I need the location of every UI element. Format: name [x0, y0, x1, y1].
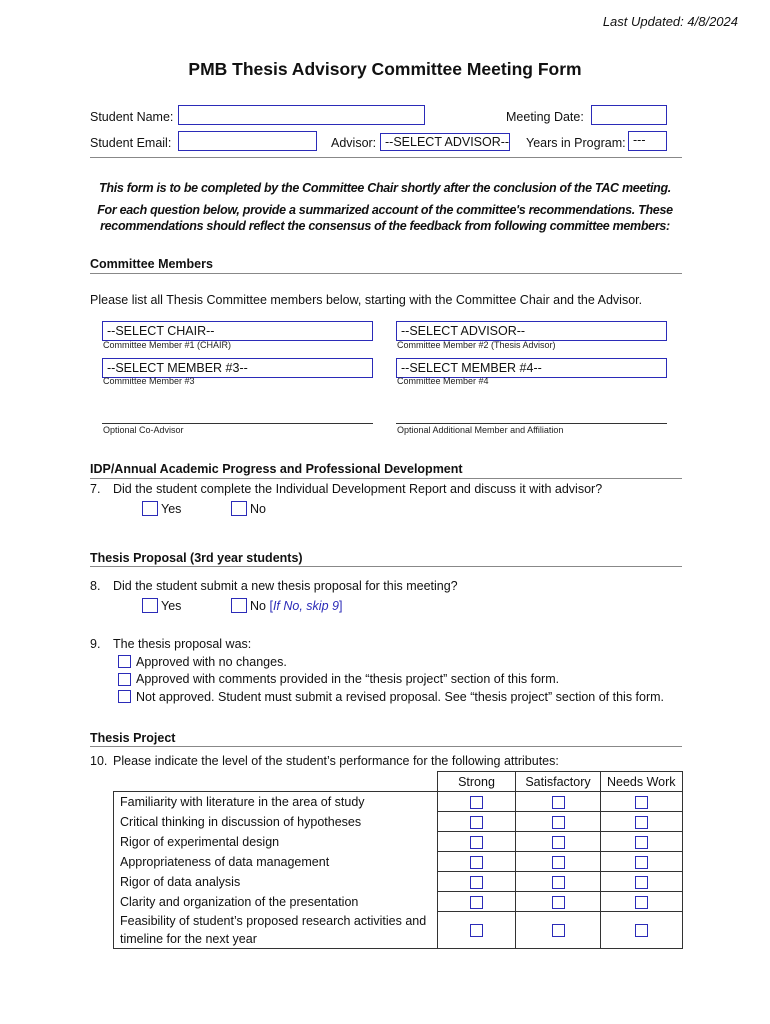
rating-cell: [601, 832, 683, 852]
q7-no-label: No: [250, 502, 266, 516]
needs-work-checkbox[interactable]: [635, 896, 648, 909]
table-row: [114, 792, 683, 812]
member-2-caption: Committee Member #2 (Thesis Advisor): [397, 340, 556, 350]
attribute-label: Clarity and organization of the presentation: [114, 892, 438, 912]
committee-intro: Please list all Thesis Committee members below, starting with the Committee Chair and the Advisor.: [90, 293, 643, 307]
needs-work-checkbox[interactable]: [635, 856, 648, 869]
attribute-label: Critical thinking in discussion of hypotheses: [114, 812, 438, 832]
member-1-caption: Committee Member #1 (CHAIR): [103, 340, 232, 350]
strong-checkbox[interactable]: [470, 816, 483, 829]
additional-member-line[interactable]: [396, 423, 667, 424]
instructions-line-2: For each question below, provide a summarized account of the committee's recommendations. These recommendations should reflect the consensus of the feedback from following committee members:: [97, 203, 673, 233]
rating-cell: [438, 852, 516, 872]
student-name-input[interactable]: [178, 105, 425, 125]
needs-work-checkbox[interactable]: [635, 836, 648, 849]
q9-option-2-checkbox[interactable]: [118, 673, 131, 686]
member-4-select[interactable]: --SELECT MEMBER #4--: [396, 358, 667, 378]
q8-text: Did the student submit a new thesis proposal for this meeting?: [113, 579, 458, 593]
strong-checkbox[interactable]: [470, 924, 483, 937]
attribute-label: Feasibility of student’s proposed research activities and timeline for the next year: [114, 912, 438, 949]
project-heading: Thesis Project: [90, 731, 176, 745]
rating-cell: [438, 872, 516, 892]
satisfactory-checkbox[interactable]: [552, 856, 565, 869]
divider: [90, 746, 682, 747]
rating-cell: [516, 812, 601, 832]
divider: [90, 478, 682, 479]
years-select[interactable]: ---: [628, 131, 667, 151]
attribute-label: Familiarity with literature in the area of study: [114, 792, 438, 812]
divider: [90, 273, 682, 274]
q8-skip-note: If No, skip 9: [272, 599, 339, 613]
rating-cell: [438, 912, 516, 949]
member-1-select[interactable]: --SELECT CHAIR--: [102, 321, 373, 341]
column-header-strong: Strong: [438, 772, 516, 792]
years-label: Years in Program:: [526, 136, 626, 150]
member-2-select[interactable]: --SELECT ADVISOR--: [396, 321, 667, 341]
member-3-caption: Committee Member #3: [103, 376, 195, 386]
q7-no-checkbox[interactable]: [231, 501, 247, 516]
student-email-input[interactable]: [178, 131, 317, 151]
rating-cell: [438, 892, 516, 912]
additional-member-caption: Optional Additional Member and Affiliation: [397, 425, 564, 435]
needs-work-checkbox[interactable]: [635, 816, 648, 829]
q8-no-group: [250, 599, 342, 613]
needs-work-checkbox[interactable]: [635, 796, 648, 809]
table-row: [114, 892, 683, 912]
rating-cell: [601, 812, 683, 832]
form-title: PMB Thesis Advisory Committee Meeting Form: [188, 59, 582, 79]
satisfactory-checkbox[interactable]: [552, 796, 565, 809]
attribute-label: Appropriateness of data management: [114, 852, 438, 872]
strong-checkbox[interactable]: [470, 836, 483, 849]
strong-checkbox[interactable]: [470, 876, 483, 889]
strong-checkbox[interactable]: [470, 896, 483, 909]
q8-yes-checkbox[interactable]: [142, 598, 158, 613]
rating-cell: [516, 892, 601, 912]
last-updated: Last Updated: 4/8/2024: [602, 14, 738, 29]
table-row: [114, 912, 683, 949]
rating-cell: [438, 792, 516, 812]
q9-option-1-checkbox[interactable]: [118, 655, 131, 668]
column-header-needs-work: Needs Work: [601, 772, 683, 792]
student-name-label: Student Name:: [90, 110, 174, 124]
satisfactory-checkbox[interactable]: [552, 876, 565, 889]
q8-number: 8.: [90, 579, 101, 593]
meeting-date-label: Meeting Date:: [506, 110, 584, 124]
rating-cell: [516, 792, 601, 812]
attribute-label: Rigor of experimental design: [114, 832, 438, 852]
q9-option-1: Approved with no changes.: [136, 655, 287, 669]
q9-option-3-checkbox[interactable]: [118, 690, 131, 703]
satisfactory-checkbox[interactable]: [552, 896, 565, 909]
q9-option-3: Not approved. Student must submit a revised proposal. See “thesis project” section of this form.: [136, 690, 665, 704]
q9-text: The thesis proposal was:: [113, 637, 252, 651]
proposal-heading: Thesis Proposal (3rd year students): [90, 551, 303, 565]
table-corner: [114, 772, 438, 792]
q8-no-label: No: [250, 599, 266, 613]
co-advisor-caption: Optional Co-Advisor: [103, 425, 184, 435]
satisfactory-checkbox[interactable]: [552, 924, 565, 937]
rating-cell: [516, 832, 601, 852]
divider: [90, 566, 682, 567]
rating-cell: [516, 872, 601, 892]
advisor-select[interactable]: --SELECT ADVISOR--: [380, 133, 510, 151]
strong-checkbox[interactable]: [470, 796, 483, 809]
rating-cell: [601, 872, 683, 892]
rating-cell: [601, 852, 683, 872]
q10-text: Please indicate the level of the student’s performance for the following attributes:: [113, 754, 559, 768]
q7-yes-checkbox[interactable]: [142, 501, 158, 516]
skip-bracket-close: ]: [338, 599, 343, 613]
needs-work-checkbox[interactable]: [635, 876, 648, 889]
advisor-label: Advisor:: [331, 136, 377, 150]
meeting-date-input[interactable]: [591, 105, 667, 125]
rating-cell: [438, 832, 516, 852]
column-header-satisfactory: Satisfactory: [516, 772, 601, 792]
committee-heading: Committee Members: [90, 257, 213, 271]
member-3-select[interactable]: --SELECT MEMBER #3--: [102, 358, 373, 378]
member-4-caption: Committee Member #4: [397, 376, 489, 386]
performance-table: [113, 771, 683, 949]
rating-cell: [438, 812, 516, 832]
divider: [90, 157, 682, 158]
skip-bracket-open: [: [269, 599, 273, 613]
q8-no-checkbox[interactable]: [231, 598, 247, 613]
rating-cell: [516, 852, 601, 872]
rating-cell: [601, 892, 683, 912]
rating-cell: [601, 912, 683, 949]
needs-work-checkbox[interactable]: [635, 924, 648, 937]
table-row: [114, 832, 683, 852]
satisfactory-checkbox[interactable]: [552, 836, 565, 849]
q9-number: 9.: [90, 637, 101, 651]
q8-yes-label: Yes: [161, 599, 182, 613]
idp-heading: IDP/Annual Academic Progress and Professional Development: [90, 462, 463, 476]
q10-number: 10.: [90, 754, 108, 768]
table-row: [114, 852, 683, 872]
instructions-line-1: This form is to be completed by the Committee Chair shortly after the conclusion of the TAC meeting.: [99, 181, 671, 195]
table-row: [114, 812, 683, 832]
strong-checkbox[interactable]: [470, 856, 483, 869]
co-advisor-line[interactable]: [102, 423, 373, 424]
q7-text: Did the student complete the Individual Development Report and discuss it with advisor?: [113, 482, 603, 496]
q7-number: 7.: [90, 482, 101, 496]
satisfactory-checkbox[interactable]: [552, 816, 565, 829]
rating-cell: [601, 792, 683, 812]
q7-yes-label: Yes: [161, 502, 182, 516]
q9-option-2: Approved with comments provided in the “thesis project” section of this form.: [136, 672, 560, 686]
table-row: [114, 872, 683, 892]
rating-cell: [516, 912, 601, 949]
attribute-label: Rigor of data analysis: [114, 872, 438, 892]
table-header-row: [114, 772, 683, 792]
student-email-label: Student Email:: [90, 136, 172, 150]
